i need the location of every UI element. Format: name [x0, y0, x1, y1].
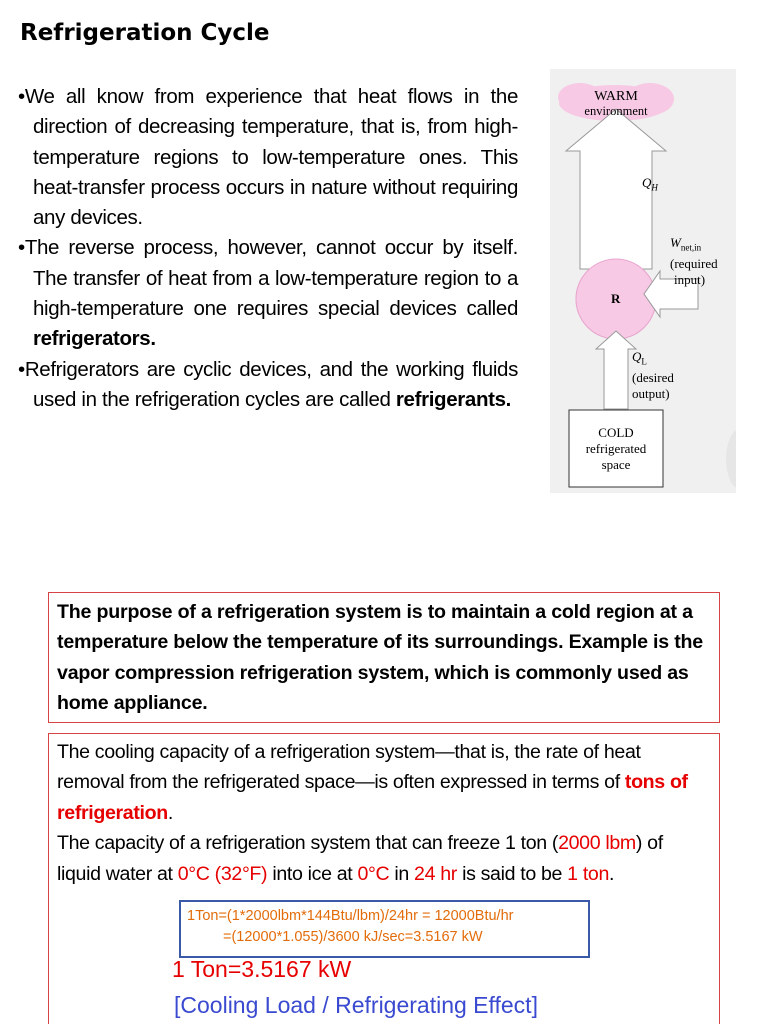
cold-line2: refrigerated	[585, 441, 647, 456]
page-title: Refrigeration Cycle	[20, 20, 270, 46]
bullet-text: •The reverse process, however, cannot occur by itself. The transfer of heat from a low-temperature region to a high-temperature one requires special devices called	[18, 236, 518, 321]
bullet-item: •We all know from experience that heat flows in the direction of decreasing temperature, that is, from high-temperature regions to low-temperature ones. This heat-transfer process occurs in nature without requiring any devices.	[18, 85, 518, 230]
formula-line-2: =(12000*1.055)/3600 kJ/sec=3.5167 kW	[223, 929, 483, 945]
effect-note: [Cooling Load / Refrigerating Effect]	[174, 992, 538, 1018]
bullet-bold: refrigerators.	[33, 327, 156, 351]
capacity-text: is said to be	[456, 862, 568, 885]
punct: .	[167, 801, 173, 824]
bullet-item	[18, 355, 518, 416]
capacity-text: in	[389, 862, 415, 885]
capacity-paragraph-2	[57, 828, 711, 889]
bullet-text: •Refrigerators are cyclic devices, and the working fluids used in the refrigeration cycles are called	[18, 357, 518, 411]
ton-result: 1 Ton=3.5167 kW	[172, 956, 352, 982]
capacity-text: The capacity of a refrigeration system that can freeze 1 ton (	[57, 832, 559, 855]
wnet-sub: net,in	[680, 242, 702, 253]
wnet-symbol	[670, 235, 718, 256]
wnet-line3: input)	[674, 271, 706, 287]
wnet-line2: (required	[670, 255, 718, 271]
capacity-text: ) of liquid water at	[57, 832, 663, 885]
ton-value: 1 ton	[567, 862, 610, 885]
ql-arrow	[596, 331, 636, 409]
ql-line3: output)	[632, 385, 670, 401]
capacity-box	[48, 733, 720, 1024]
warm-label	[570, 89, 662, 119]
tons-of-refrigeration: tons of refrigeration	[57, 771, 688, 824]
qh-label: $Q_H$	[642, 175, 658, 193]
temp-value: 0°C	[357, 862, 390, 885]
bullet-bold: refrigerants.	[395, 387, 511, 411]
refrigerator-diagram	[550, 69, 736, 493]
ql-line2: (desired	[632, 369, 674, 385]
capacity-text: The cooling capacity of a refrigeration system—that is, the rate of heat removal from the refrigerated space—is often expressed in terms of	[57, 741, 641, 794]
punct: .	[609, 862, 615, 885]
capacity-paragraph-1	[57, 737, 711, 828]
time-value: 24 hr	[414, 862, 457, 885]
capacity-text: into ice at	[267, 862, 358, 885]
ql-label	[632, 349, 674, 402]
wnet-main: W	[670, 235, 681, 250]
formula-line-1: 1Ton=(1*2000lbm*144Btu/lbm)/24hr = 12000Btu/hr	[187, 908, 514, 924]
purpose-text: The purpose of a refrigeration system is to maintain a cold region at a temperature below the temperature of its surroundings. Example is the vapor compression refrigeration system, which is commonly used as home appliance.	[57, 601, 703, 714]
cold-label	[569, 425, 663, 473]
mass-value: 2000 lbm	[558, 832, 636, 855]
r-label: R	[611, 291, 621, 306]
temp-value: 0°C (32°F)	[177, 862, 268, 885]
warm-line: WARM	[594, 89, 638, 104]
formula-box	[179, 900, 590, 958]
cold-line1: COLD	[598, 425, 634, 440]
cold-line3: space	[601, 457, 631, 472]
bullet-item	[18, 233, 518, 354]
wnet-label	[670, 235, 718, 288]
purpose-box	[48, 592, 720, 723]
bullet-list	[18, 82, 518, 415]
environment-line: environment	[584, 104, 648, 118]
ql-symbol: $Q_L$	[632, 349, 647, 367]
